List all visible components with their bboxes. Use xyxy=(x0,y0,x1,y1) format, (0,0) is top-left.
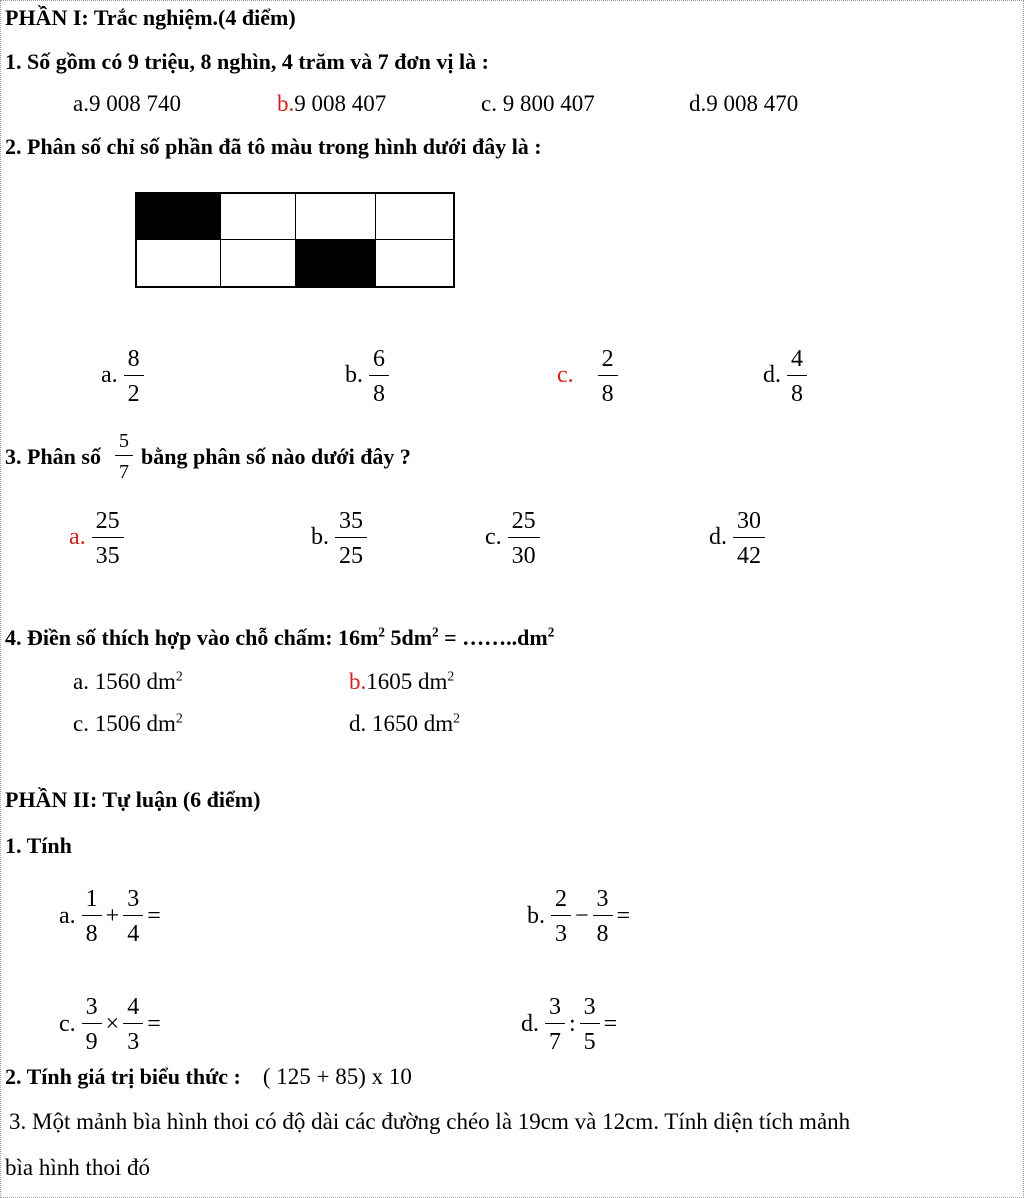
q2-text: 2. Phân số chỉ số phần đã tô màu trong hình dưới đây là : xyxy=(5,134,542,159)
q4-option-b[interactable] xyxy=(349,669,454,695)
denominator: 5 xyxy=(580,1023,600,1054)
numerator: 25 xyxy=(95,508,120,534)
calc-item-d xyxy=(521,995,621,1054)
grid-cell-empty xyxy=(137,240,221,286)
item-letter: b. xyxy=(527,903,545,929)
q1-option-c[interactable] xyxy=(481,91,595,117)
option-value: 1506 dm xyxy=(88,711,176,736)
denominator: 8 xyxy=(598,375,618,406)
denominator: 3 xyxy=(123,1023,143,1054)
p2q3-line1: 3. Một mảnh bìa hình thoi có độ dài các đường chéo là 19cm và 12cm. Tính diện tích mảnh xyxy=(9,1109,851,1134)
item-letter: d. xyxy=(521,1011,539,1037)
shaded-fraction-grid xyxy=(135,192,455,288)
option-letter: d. xyxy=(689,91,707,116)
superscript: 2 xyxy=(447,668,455,684)
operator: + xyxy=(105,903,120,929)
fraction-2 xyxy=(580,995,600,1054)
superscript: 2 xyxy=(453,710,461,726)
fraction xyxy=(369,347,389,406)
option-letter: c. xyxy=(481,91,497,116)
grid-cell-shaded xyxy=(296,240,376,286)
numerator: 4 xyxy=(791,346,803,372)
fraction-2 xyxy=(593,887,613,946)
q4-part3: = ……..dm xyxy=(438,625,548,650)
item-letter: a. xyxy=(59,903,76,929)
numerator: 3 xyxy=(583,994,596,1020)
numerator: 8 xyxy=(127,346,140,372)
q3-option-d[interactable] xyxy=(709,509,765,568)
equals-sign: = xyxy=(603,1011,618,1037)
operator: : xyxy=(569,1011,576,1037)
option-letter: b. xyxy=(311,524,329,551)
denominator: 2 xyxy=(124,375,144,406)
operator: − xyxy=(575,903,589,929)
option-letter: d. xyxy=(709,524,727,551)
fraction-1 xyxy=(545,995,565,1054)
q2-option-c[interactable] xyxy=(557,347,618,406)
fraction-1 xyxy=(551,887,571,946)
option-value: 1560 dm xyxy=(88,669,176,694)
q1-option-d[interactable] xyxy=(689,91,798,117)
fraction xyxy=(335,509,367,568)
denominator: 8 xyxy=(593,915,613,946)
q1-text: 1. Số gồm có 9 triệu, 8 nghìn, 4 trăm và 7 đơn vị là : xyxy=(5,49,489,74)
item-letter: c. xyxy=(59,1011,76,1037)
option-letter: a. xyxy=(73,91,89,116)
q2-option-a[interactable] xyxy=(101,347,144,406)
fraction xyxy=(508,509,540,568)
option-value: 9 008 407 xyxy=(294,91,387,116)
q2-option-b[interactable] xyxy=(345,347,389,406)
denominator: 8 xyxy=(369,375,389,406)
denominator: 35 xyxy=(92,537,124,568)
option-letter: d. xyxy=(763,362,781,389)
option-value: 1650 dm xyxy=(366,711,454,736)
denominator: 25 xyxy=(335,537,367,568)
option-letter: a. xyxy=(73,669,89,694)
option-value: 9 800 407 xyxy=(496,91,595,116)
option-letter: a. xyxy=(69,524,86,551)
superscript: 2 xyxy=(175,710,183,726)
equals-sign: = xyxy=(147,1011,161,1037)
option-letter: b. xyxy=(345,362,363,389)
equals-sign: = xyxy=(147,903,161,929)
numerator: 30 xyxy=(737,508,761,534)
p2q2-line xyxy=(5,1064,412,1090)
fraction xyxy=(598,347,618,406)
option-letter: c. xyxy=(485,524,502,551)
numerator: 6 xyxy=(373,346,385,372)
q3-suffix: bằng phân số nào dưới đây ? xyxy=(140,443,411,469)
option-letter: b. xyxy=(277,91,295,116)
q3-prefix: 3. Phân số xyxy=(5,443,101,469)
q2-option-d[interactable] xyxy=(763,347,807,406)
fraction-2 xyxy=(123,887,143,946)
q4-option-c[interactable] xyxy=(73,711,183,737)
p2q2-text: 2. Tính giá trị biểu thức : xyxy=(5,1064,241,1089)
calc-item-b xyxy=(527,887,634,946)
denominator: 8 xyxy=(787,375,807,406)
p2q2-expression: ( 125 + 85) x 10 xyxy=(262,1064,412,1089)
denominator: 42 xyxy=(733,537,765,568)
superscript: 2 xyxy=(378,624,385,640)
q4-option-a[interactable] xyxy=(73,669,183,695)
denominator: 3 xyxy=(551,915,571,946)
fraction-1 xyxy=(82,887,102,946)
q3-text xyxy=(5,431,411,482)
numerator: 2 xyxy=(555,886,567,912)
fraction xyxy=(733,509,765,568)
part2-heading: PHẦN II: Tự luận (6 điểm) xyxy=(5,787,261,812)
equals-sign: = xyxy=(616,903,631,929)
numerator: 25 xyxy=(511,508,536,534)
q3-option-c[interactable] xyxy=(485,509,540,568)
q1-option-a[interactable] xyxy=(73,91,181,117)
denominator: 30 xyxy=(508,537,540,568)
option-letter: c. xyxy=(73,711,89,736)
grid-cell-shaded xyxy=(137,194,221,240)
q1-option-b[interactable] xyxy=(277,91,386,117)
q3-option-a[interactable] xyxy=(69,509,124,568)
fraction-1 xyxy=(82,995,102,1054)
denominator: 7 xyxy=(115,455,133,482)
option-value: 9 008 740 xyxy=(88,91,181,116)
q4-part2: 5dm xyxy=(384,625,433,650)
numerator: 3 xyxy=(549,994,561,1020)
superscript: 2 xyxy=(547,624,555,640)
operator: × xyxy=(105,1011,120,1037)
numerator: 2 xyxy=(601,346,614,372)
grid-cell-empty xyxy=(376,240,453,286)
calc-item-a xyxy=(59,887,165,946)
denominator: 4 xyxy=(123,915,143,946)
q3-option-b[interactable] xyxy=(311,509,367,568)
p2q1-text: 1. Tính xyxy=(5,833,72,858)
numerator: 3 xyxy=(85,994,98,1020)
q3-fraction xyxy=(115,431,133,482)
fraction xyxy=(92,509,124,568)
option-value: 9 008 470 xyxy=(706,91,799,116)
option-letter: b. xyxy=(349,669,367,694)
option-letter: a. xyxy=(101,362,118,389)
numerator: 4 xyxy=(127,994,140,1020)
denominator: 8 xyxy=(82,915,102,946)
grid-cell-empty xyxy=(221,194,296,240)
numerator: 5 xyxy=(118,430,129,452)
grid-cell-empty xyxy=(376,194,453,240)
q4-part1: 4. Điền số thích hợp vào chỗ chấm: 16m xyxy=(5,625,379,650)
fraction xyxy=(787,347,807,406)
fraction xyxy=(124,347,144,406)
superscript: 2 xyxy=(175,668,183,684)
numerator: 1 xyxy=(85,886,98,912)
numerator: 3 xyxy=(127,886,140,912)
option-value: 1605 dm xyxy=(366,669,448,694)
part1-heading: PHẦN I: Trắc nghiệm.(4 điểm) xyxy=(5,5,296,30)
denominator: 7 xyxy=(545,1023,565,1054)
q4-text xyxy=(5,625,554,651)
superscript: 2 xyxy=(432,624,439,640)
fraction-2 xyxy=(123,995,143,1054)
grid-cell-empty xyxy=(296,194,376,240)
grid-cell-empty xyxy=(221,240,296,286)
q4-option-d[interactable] xyxy=(349,711,460,737)
calc-item-c xyxy=(59,995,165,1054)
option-letter: c. xyxy=(557,362,574,389)
p2q3-line2: bìa hình thoi đó xyxy=(5,1155,151,1180)
option-letter: d. xyxy=(349,711,367,736)
numerator: 35 xyxy=(339,508,363,534)
numerator: 3 xyxy=(596,886,609,912)
denominator: 9 xyxy=(82,1023,102,1054)
